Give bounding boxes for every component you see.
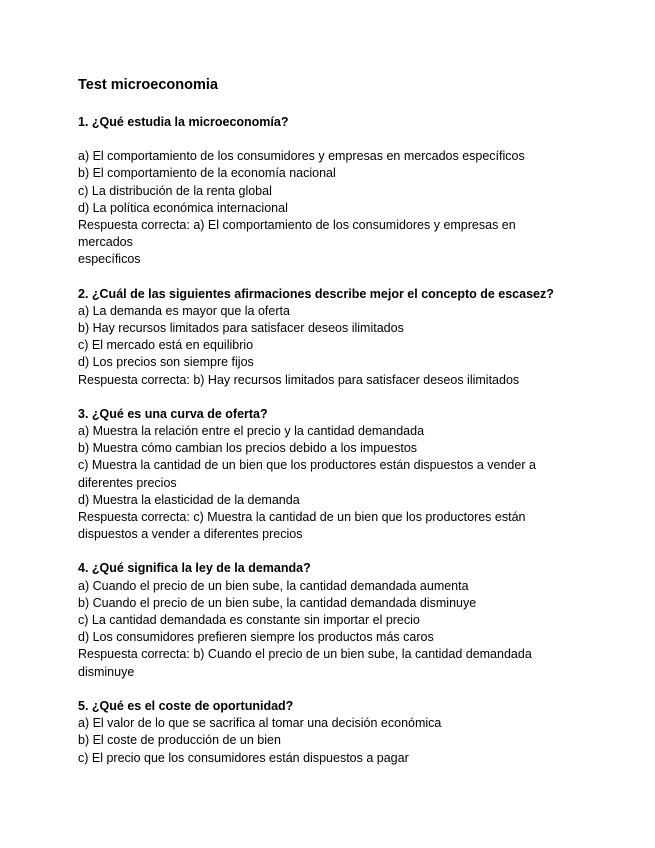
document-title: Test microeconomia xyxy=(78,77,218,93)
option-b: b) Hay recursos limitados para satisfacer deseos ilimitados xyxy=(78,321,404,336)
correct-answer-continued: mercados xyxy=(78,235,133,250)
correct-answer-continued: disminuye xyxy=(78,664,135,679)
correct-answer: Respuesta correcta: b) Hay recursos limitados para satisfacer deseos ilimitados xyxy=(78,372,520,387)
question-title: 4. ¿Qué significa la ley de la demanda? xyxy=(78,561,311,576)
question-1 xyxy=(78,114,568,269)
option-c: c) Muestra la cantidad de un bien que los productores están dispuestos a vender a xyxy=(78,458,536,473)
correct-answer: Respuesta correcta: b) Cuando el precio de un bien sube, la cantidad demandada xyxy=(78,647,532,662)
option-c: c) El mercado está en equilibrio xyxy=(78,338,254,353)
option-c: c) La cantidad demandada es constante sin importar el precio xyxy=(78,613,420,628)
question-4 xyxy=(78,560,568,680)
question-5 xyxy=(78,698,568,767)
question-title: 1. ¿Qué estudia la microeconomía? xyxy=(78,115,289,129)
question-title: 2. ¿Cuál de las siguientes afirmaciones describe mejor el concepto de escasez? xyxy=(78,286,554,301)
correct-answer: Respuesta correcta: c) Muestra la cantidad de un bien que los productores están xyxy=(78,510,526,525)
option-d: d) Los precios son siempre fijos xyxy=(78,355,254,370)
option-a: a) El valor de lo que se sacrifica al tomar una decisión económica xyxy=(78,716,442,731)
option-d: d) La política económica internacional xyxy=(78,200,288,215)
question-title: 3. ¿Qué es una curva de oferta? xyxy=(78,406,268,421)
option-b: b) El coste de producción de un bien xyxy=(78,733,281,748)
option-c: c) La distribución de la renta global xyxy=(78,183,272,198)
correct-answer-continued: dispuestos a vender a diferentes precios xyxy=(78,527,303,542)
option-b: b) Cuando el precio de un bien sube, la cantidad demandada disminuye xyxy=(78,595,477,610)
option-a: a) Muestra la relación entre el precio y la cantidad demandada xyxy=(78,424,425,439)
question-2 xyxy=(78,286,568,389)
option-b: b) Muestra cómo cambian los precios debido a los impuestos xyxy=(78,441,418,456)
question-3 xyxy=(78,406,568,544)
option-d: d) Los consumidores prefieren siempre los productos más caros xyxy=(78,630,434,645)
option-b: b) El comportamiento de la economía nacional xyxy=(78,166,336,181)
option-a: a) La demanda es mayor que la oferta xyxy=(78,303,290,318)
question-title: 5. ¿Qué es el coste de oportunidad? xyxy=(78,698,294,713)
correct-answer: Respuesta correcta: a) El comportamiento de los consumidores y empresas en xyxy=(78,218,516,233)
option-a: a) El comportamiento de los consumidores y empresas en mercados específicos xyxy=(78,149,525,164)
option-a: a) Cuando el precio de un bien sube, la cantidad demandada aumenta xyxy=(78,578,469,593)
option-c: c) El precio que los consumidores están dispuestos a pagar xyxy=(78,750,409,765)
option-d: d) Muestra la elasticidad de la demanda xyxy=(78,492,300,507)
document-page xyxy=(78,76,568,767)
correct-answer-continued: específicos xyxy=(78,252,141,267)
option-c-continued: diferentes precios xyxy=(78,475,177,490)
